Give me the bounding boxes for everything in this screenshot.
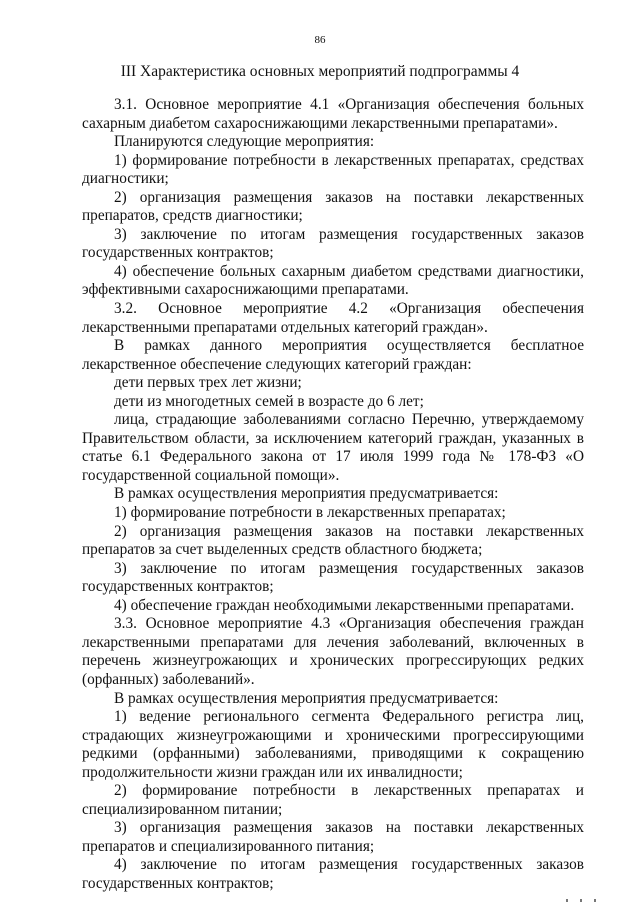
list-item: 2) организация размещения заказов на поставки лекарственных препаратов за счет выделенных средств областного бюджета; [82, 522, 584, 559]
list-item: 4) обеспечение больных сахарным диабетом средствами диагностики, эффективными сахароснижающими препаратами. [82, 262, 584, 299]
scan-marks [560, 899, 600, 901]
list-item: лица, страдающие заболеваниями согласно Перечню, утверждаемому Правительством области, за исключением категорий граждан, указанных в статье 6.1 Федерального закона от 17 июля 1999 года № 178-ФЗ «О государственной социальной помощи». [82, 411, 584, 484]
list-item: 3) заключение по итогам размещения государственных заказов государственных контрактов; [82, 225, 584, 262]
list-item: 2) формирование потребности в лекарственных препаратах и специализированном питании; [82, 782, 584, 818]
page-number: 86 [314, 34, 326, 46]
paragraph: 3.1. Основное мероприятие 4.1 «Организация обеспечения больных сахарным диабетом сахароснижающими лекарственными препаратами». [82, 96, 584, 132]
list-item: дети первых трех лет жизни; [114, 374, 302, 392]
paragraph: В рамках осуществления мероприятия предусматривается: [114, 689, 499, 707]
list-item: 1) ведение регионального сегмента Федерального регистра лиц, страдающих жизнеугрожающими и хроническими прогрессирующими редкими (орфанными) заболеваниями, приводящими к сокращению продолжительности жизни граждан или их инвалидности; [82, 708, 584, 781]
paragraph: 3.2. Основное мероприятие 4.2 «Организация обеспечения лекарственными препаратами отдельных категорий граждан». [82, 300, 584, 336]
document-body [82, 96, 584, 894]
list-item: дети из многодетных семей в возрасте до 6 лет; [114, 392, 424, 410]
list-item: 1) формирование потребности в лекарственных препаратах, средствах диагностики; [82, 151, 584, 188]
section-heading: III Характеристика основных мероприятий подпрограммы 4 [120, 63, 520, 80]
list-item: 2) организация размещения заказов на поставки лекарственных препаратов, средств диагностики; [82, 188, 584, 225]
list-item: 3) заключение по итогам размещения государственных заказов государственных контрактов; [82, 559, 584, 596]
paragraph: В рамках данного мероприятия осуществляется бесплатное лекарственное обеспечение следующих категорий граждан: [82, 337, 584, 373]
paragraph: 3.3. Основное мероприятие 4.3 «Организация обеспечения граждан лекарственными препаратами для лечения заболеваний, включенных в перечень жизнеугрожающих и хронических прогрессирующих редких (орфанных) заболеваний». [82, 615, 584, 688]
list-item: 3) организация размещения заказов на поставки лекарственных препаратов и специализированного питания; [82, 819, 584, 855]
list-item: 4) обеспечение граждан необходимыми лекарственными препаратами. [114, 596, 575, 614]
list-item: 1) формирование потребности в лекарственных препаратах; [114, 504, 506, 522]
paragraph: Планируются следующие мероприятия: [114, 133, 375, 151]
paragraph: В рамках осуществления мероприятия предусматривается: [114, 485, 499, 503]
list-item: 4) заключение по итогам размещения государственных заказов государственных контрактов; [82, 856, 584, 892]
